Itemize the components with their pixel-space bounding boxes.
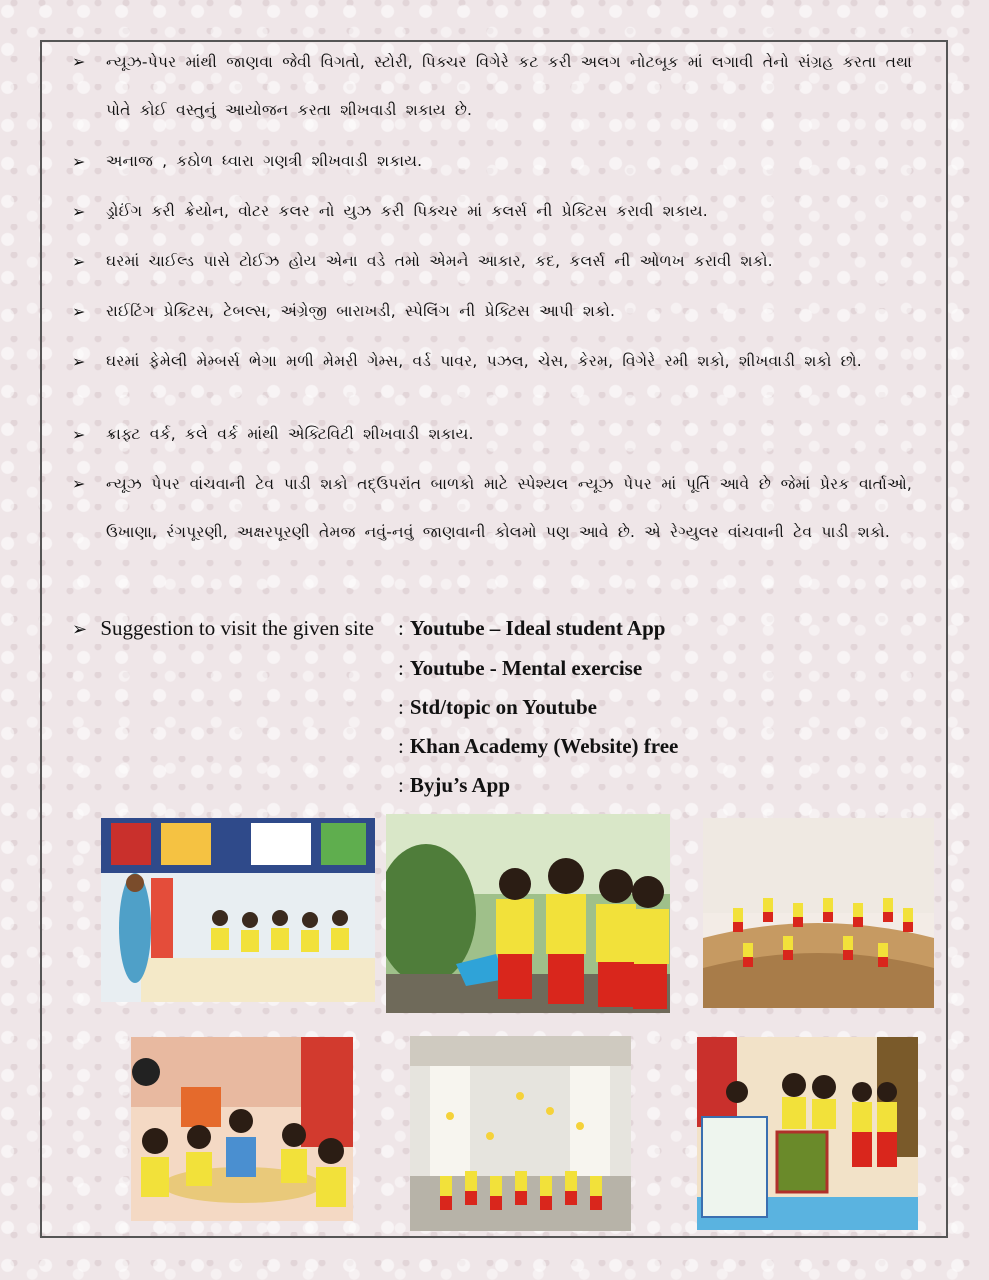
bullet-item xyxy=(72,352,912,378)
bullet-text: અનાજ , કઠોળ ધ્વારા ગણત્રી શીખવાડી શકાય. xyxy=(106,152,423,170)
bullet-text: ક્રાફ્ટ વર્ક, કલે વર્ક માંથી એક્ટિવિટી શીખવાડી શકાય. xyxy=(106,425,474,443)
bullet-arrow-icon: ➢ xyxy=(72,352,86,371)
bullet-item xyxy=(72,52,912,134)
bullet-arrow-icon: ➢ xyxy=(72,619,88,639)
site-item xyxy=(398,616,665,641)
site-name: Std/topic on Youtube xyxy=(409,695,597,719)
bullet-item xyxy=(72,152,912,171)
site-colon: : xyxy=(398,773,404,797)
table-activity-photo xyxy=(131,1037,353,1221)
site-colon: : xyxy=(398,616,404,640)
bullet-arrow-icon: ➢ xyxy=(72,474,86,493)
art-display-photo xyxy=(697,1037,918,1230)
bullet-text: ન્યૂઝ-પેપર માંથી જાણવા જેવી વિગતો, સ્ટોરી, પિક્ચર વિગેરે કટ કરી અલગ નોટબૂક માં લગાવી તેનો સંગ્રહ કરતા તથા પોતે કોઈ વસ્તુનું આયોજન કરતા શીખવાડી શકાય છે. xyxy=(106,53,912,119)
site-name: Byju’s App xyxy=(409,773,511,797)
bullet-item xyxy=(72,252,912,271)
bullet-text: રાઈટિંગ પ્રેક્ટિસ, ટેબલ્સ, અંગ્રેજી બારાખડી, સ્પેલિંગ ની પ્રેક્ટિસ આપી શકો. xyxy=(106,302,616,320)
classroom-teacher-photo xyxy=(101,818,375,1002)
bullet-item xyxy=(72,474,912,556)
bullet-arrow-icon: ➢ xyxy=(72,302,86,321)
bullet-text: ઘરમાં ચાઈલ્ડ પાસે ટોઈઝ હોય એના વડે તમો એમને આકાર, કદ, કલર્સ ની ઓળખ કરાવી શકો. xyxy=(106,252,773,270)
bullet-arrow-icon: ➢ xyxy=(72,425,86,444)
site-colon: : xyxy=(398,695,404,719)
bullet-item xyxy=(72,202,912,221)
hall-play-photo xyxy=(410,1036,631,1231)
kids-steps-photo xyxy=(703,818,934,1008)
bullet-arrow-icon: ➢ xyxy=(72,152,86,171)
site-item xyxy=(398,656,642,681)
suggestion-line xyxy=(72,616,374,641)
bullet-item xyxy=(72,302,912,321)
bullet-text: ઘરમાં ફેમેલી મેમ્બર્સ ભેગા મળી મેમરી ગેમ્સ, વર્ડ પાવર, પઝલ, ચેસ, કેરમ, વિગેરે રમી શકો, શીખવાડી શકો છો. xyxy=(106,352,862,370)
watering-plants-photo xyxy=(386,814,670,1013)
site-name: Youtube – Ideal student App xyxy=(409,616,666,640)
site-item xyxy=(398,773,510,798)
bullet-arrow-icon: ➢ xyxy=(72,52,86,71)
site-item xyxy=(398,734,678,759)
site-colon: : xyxy=(398,656,404,680)
bullet-text: ન્યૂઝ પેપર વાંચવાની ટેવ પાડી શકો તદ્ઉપરાંત બાળકો માટે સ્પેશ્યલ ન્યૂઝ પેપર માં પૂર્તિ આવે છે જેમાં પ્રેરક વાર્તાઓ, ઉખાણા, રંગપૂરણી, અક્ષરપૂરણી તેમજ નવું-નવું જાણવાની કોલમો પણ આવે છે. એ રેગ્યુલર વાંચવાની ટેવ પાડી શકો. xyxy=(106,475,912,541)
site-colon: : xyxy=(398,734,404,758)
bullet-arrow-icon: ➢ xyxy=(72,202,86,221)
site-name: Youtube - Mental exercise xyxy=(409,656,643,680)
site-item xyxy=(398,695,597,720)
bullet-text: ડ્રોઈંગ કરી ક્રેયોન, વોટર કલર નો યુઝ કરી પિક્ચર માં કલર્સ ની પ્રેક્ટિસ કરાવી શકાય. xyxy=(106,202,708,220)
site-name: Khan Academy (Website) free xyxy=(409,734,679,758)
bullet-item xyxy=(72,425,912,444)
suggestion-label: Suggestion to visit the given site xyxy=(100,616,374,640)
bullet-arrow-icon: ➢ xyxy=(72,252,86,271)
